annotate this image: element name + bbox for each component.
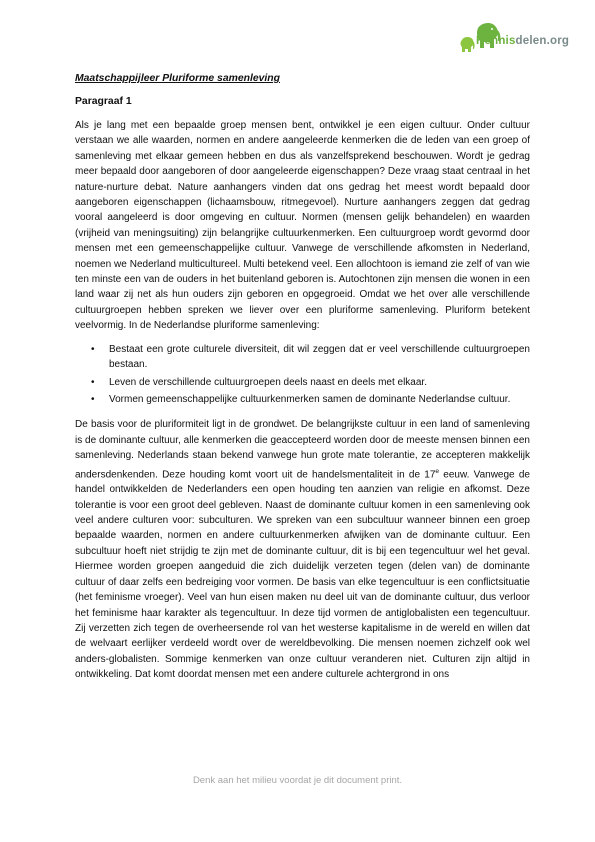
paragraph-2 (75, 417, 530, 682)
bullet-dot-icon: • (91, 376, 95, 388)
bullet-item (91, 342, 530, 373)
bullet-item (91, 392, 530, 407)
bullet-dot-icon: • (91, 393, 95, 405)
paragraph-2-part-2: eeuw. Vanwege de handel ontwikkelden de Nederlanders een open houding ten aanzien van religie en afkomst. Deze tolerantie is voor een groot deel gebleven. Naast de dominante cultuur komen in een samenleving ook veel andere culturen voor: subculturen. We spreken van een subcultuur wanneer binnen een groep bepaalde waarden, normen en andere cultuurkenmerken afwijken van de dominante cultuur. Een subcultuur hoeft niet strijdig te zijn met de dominante cultuur, dit is bij een tegencultuur wel het geval. Hiermee worden groepen aangeduid die zich duidelijk verzeten tegen (delen van) de dominante cultuur of daar zelfs een bedreiging voor vormen. De basis van elke tegencultuur is een conflictsituatie (het feminisme vroeger). Veel van hun eisen maken nu deel uit van de dominante cultuur, dus verloor het feminisme haar karakter als tegencultuur. In deze tijd vormen de antiglobalisten een tegencultuur. Zij verzetten zich tegen de overheersende rol van het westerse kapitalisme in de wereld en willen dat de welvaart eerlijker verdeeld wordt over de wereldbevolking. Die mensen noemen zichzelf ook wel anders-globalisten. Sommige kenmerken van onze cultuur veranderen niet. Culturen zijn altijd in ontwikkeling. Dat komt doordat mensen met een andere culturele achtergrond in ons (75, 468, 530, 681)
document-body (75, 72, 530, 683)
paragraph-1: Als je lang met een bepaalde groep mensen bent, ontwikkel je een eigen cultuur. Onder cultuur verstaan we alle waarden, normen en andere aangeleerde kenmerken die de leden van een groep of samenleving met elkaar gemeen hebben en dus als vanzelfsprekend beschouwen. Wordt je gedrag meer bepaald door aangeboren of door aangeleerde eigenschappen? Deze vraag staat centraal in het nature-nurture debat. Nature aanhangers vinden dat ons gedrag het meest wordt bepaald door aangeboren eigenschappen (lichaamsbouw, ritmegevoel). Nurture aanhangers zeggen dat gedrag vooral aangeleerd is door omgeving en cultuur. Normen (mensen gelijk behandelen) en waarden (vrijheid van meningsuiting) zijn belangrijke cultuurkenmerken. Een cultuurgroep wordt gevormd door mensen met een gemeenschappelijke cultuur. Vanwege de verschillende afkomsten in Nederland, noemen we Nederland multicultureel. Multi betekend veel. Een allochtoon is iemand zie zelf of van wie ten minste een van de ouders in het buitenland geboren is. Autochtonen zijn mensen die wonen in een land waar zij net als hun ouders zijn geboren en opgegroeid. Omdat we het over alle verschillende cultuurgroepen hebben spreken we liever over een pluriforme samenleving. Pluriform betekent veelvormig. In de Nederlandse pluriforme samenleving: (75, 120, 530, 332)
site-logo[interactable] (456, 18, 574, 60)
section-heading: Paragraaf 1 (75, 96, 132, 107)
logo-text-green: Kennis (476, 35, 516, 47)
footer-note: Denk aan het milieu voordat je dit document print. (192, 775, 403, 786)
bullet-dot-icon: • (91, 343, 95, 355)
bullet-text: Leven de verschillende cultuurgroepen deels naast en deels met elkaar. (109, 376, 427, 388)
logo-text-gray: delen.org (515, 35, 570, 47)
logo-text (476, 35, 569, 47)
document-title: Maatschappijleer Pluriforme samenleving (75, 73, 280, 84)
paragraph-2-part-1: De basis voor de pluriformiteit ligt in de grondwet. De belangrijkste cultuur in een land of samenleving is de dominante cultuur, alle kenmerken die geaccepteerd worden door de meeste mensen binnen een samenleving. Nederlands staan bekend vanwege hun grote mate tolerantie, ze accepteren makkelijk andersdenkenden. Deze houding komt voort uit de handelsmentaliteit in de 17 (75, 419, 530, 480)
superscript: e (435, 467, 440, 475)
bullet-item (91, 375, 530, 390)
bullet-text: Bestaat een grote culturele diversiteit, dit wil zeggen dat er veel verschillende cultuurgroepen bestaan. (109, 343, 530, 371)
bullet-list (75, 342, 530, 408)
bullet-text: Vormen gemeenschappelijke cultuurkenmerken samen de dominante Nederlandse cultuur. (109, 393, 511, 405)
